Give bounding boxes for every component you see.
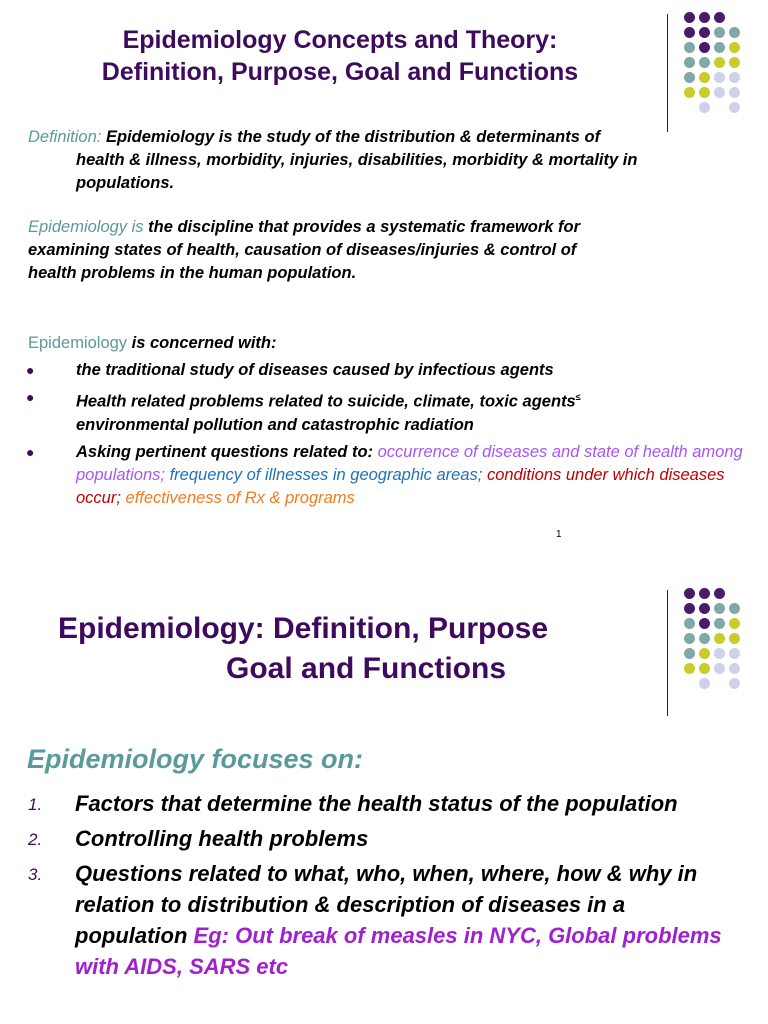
decorative-dot bbox=[684, 588, 695, 599]
bullet-3-occurrence: occurrence of diseases and state of health among populations; bbox=[76, 442, 743, 484]
bullet-3-text-a: Asking pertinent questions related to: bbox=[76, 442, 378, 461]
discipline-paragraph bbox=[28, 216, 588, 285]
decorative-dot bbox=[684, 27, 695, 38]
decorative-dot bbox=[714, 42, 725, 53]
bullet-2-symbol: ≤ bbox=[575, 392, 581, 402]
item-number: 2. bbox=[28, 830, 43, 849]
decorative-dot bbox=[699, 678, 710, 689]
decorative-dot bbox=[714, 618, 725, 629]
definition-paragraph bbox=[28, 126, 738, 195]
decorative-dot bbox=[729, 102, 740, 113]
decorative-dot bbox=[714, 648, 725, 659]
list-item bbox=[26, 386, 746, 437]
slide-2 bbox=[0, 560, 768, 1024]
decorative-dot bbox=[714, 72, 725, 83]
bullet-3-effectiveness: effectiveness of Rx & programs bbox=[120, 488, 355, 507]
slide-1-title-line-1: Epidemiology Concepts and Theory: bbox=[122, 26, 558, 54]
decorative-dot bbox=[729, 87, 740, 98]
bullet-2-text-b: environmental pollution and catastrophic radiation bbox=[76, 415, 474, 434]
definition-label: Definition: bbox=[28, 128, 106, 146]
decorative-dot bbox=[699, 603, 710, 614]
decorative-dot bbox=[684, 633, 695, 644]
concern-bullet-list bbox=[26, 359, 746, 514]
list-item bbox=[28, 858, 738, 982]
decorative-dot bbox=[699, 633, 710, 644]
decorative-dot bbox=[684, 618, 695, 629]
bullet-icon: ● bbox=[26, 389, 35, 405]
concern-heading bbox=[28, 332, 277, 355]
bullet-icon: ● bbox=[26, 443, 35, 460]
decorative-dot bbox=[729, 663, 740, 674]
decorative-dot bbox=[684, 603, 695, 614]
decorative-dot bbox=[699, 648, 710, 659]
decorative-dot bbox=[729, 618, 740, 629]
focus-numbered-list bbox=[28, 788, 738, 986]
decorative-dot bbox=[729, 42, 740, 53]
title-divider-line bbox=[667, 14, 668, 132]
list-item bbox=[28, 788, 738, 819]
item-example: Eg: Out break of measles in NYC, Global problems with AIDS, SARS etc bbox=[75, 923, 722, 979]
decorative-dot bbox=[684, 72, 695, 83]
decorative-dot bbox=[684, 42, 695, 53]
decorative-dot bbox=[714, 633, 725, 644]
discipline-text: the discipline that provides a systematic framework for examining states of health, causation of diseases/injuries & control of health problems in the human population. bbox=[28, 218, 581, 282]
item-number: 1. bbox=[28, 795, 43, 814]
slide-1-title-line-2: Definition, Purpose, Goal and Functions bbox=[101, 58, 579, 86]
decorative-dot bbox=[699, 618, 710, 629]
decorative-dot bbox=[699, 588, 710, 599]
decorative-dot bbox=[699, 102, 710, 113]
decorative-dot bbox=[684, 648, 695, 659]
focus-heading: Epidemiology focuses on: bbox=[27, 744, 364, 774]
decorative-dot bbox=[729, 27, 740, 38]
decorative-dot bbox=[729, 72, 740, 83]
decorative-dot bbox=[714, 87, 725, 98]
discipline-label: Epidemiology is bbox=[28, 218, 144, 236]
decorative-dot bbox=[729, 633, 740, 644]
list-item bbox=[28, 823, 738, 854]
concern-text: is concerned with: bbox=[127, 334, 277, 352]
slide-2-title-line-2: Goal and Functions bbox=[226, 652, 507, 685]
definition-line-3: populations. bbox=[76, 174, 175, 192]
decorative-dot bbox=[684, 12, 695, 23]
decorative-dot bbox=[714, 12, 725, 23]
item-text: Questions related to what, who, when, where, how & why in relation to distribution & description of diseases in a population bbox=[75, 861, 698, 948]
decorative-dot bbox=[684, 663, 695, 674]
decorative-dot bbox=[714, 57, 725, 68]
bullet-1-text: the traditional study of diseases caused by infectious agents bbox=[76, 361, 554, 379]
decorative-dot bbox=[714, 588, 725, 599]
decorative-dot bbox=[699, 87, 710, 98]
decorative-dot bbox=[684, 87, 695, 98]
list-item bbox=[26, 359, 746, 382]
definition-line-2: health & illness, morbidity, injuries, disabilities, morbidity & mortality in bbox=[76, 151, 638, 169]
decorative-dot bbox=[699, 42, 710, 53]
bullet-icon: ● bbox=[26, 362, 35, 378]
list-item bbox=[26, 441, 746, 510]
definition-line-1: Epidemiology is the study of the distribution & determinants of bbox=[105, 128, 601, 146]
decorative-dot bbox=[729, 678, 740, 689]
decorative-dot bbox=[699, 663, 710, 674]
decorative-dot bbox=[714, 663, 725, 674]
bullet-3-conditions: conditions under which diseases occur; bbox=[76, 465, 725, 507]
decorative-dot bbox=[714, 603, 725, 614]
decorative-dot bbox=[699, 72, 710, 83]
item-number: 3. bbox=[28, 865, 43, 884]
concern-label: Epidemiology bbox=[28, 334, 128, 352]
item-text: Factors that determine the health status of the population bbox=[75, 791, 678, 816]
decorative-dot bbox=[699, 27, 710, 38]
decorative-dot bbox=[729, 603, 740, 614]
slide-2-title-line-1: Epidemiology: Definition, Purpose bbox=[58, 612, 549, 645]
decorative-dot bbox=[699, 12, 710, 23]
page-number: 1 bbox=[556, 529, 562, 540]
bullet-3-frequency: frequency of illnesses in geographic areas; bbox=[165, 465, 483, 484]
item-text: Controlling health problems bbox=[75, 826, 369, 851]
decorative-dot bbox=[729, 648, 740, 659]
decorative-dot bbox=[699, 57, 710, 68]
decorative-dot bbox=[729, 57, 740, 68]
slide-1-title bbox=[30, 24, 650, 88]
decorative-dot bbox=[714, 27, 725, 38]
title-divider-line bbox=[667, 590, 668, 716]
decorative-dot bbox=[684, 57, 695, 68]
bullet-2-text-a: Health related problems related to suicide, climate, toxic agents bbox=[76, 392, 576, 411]
